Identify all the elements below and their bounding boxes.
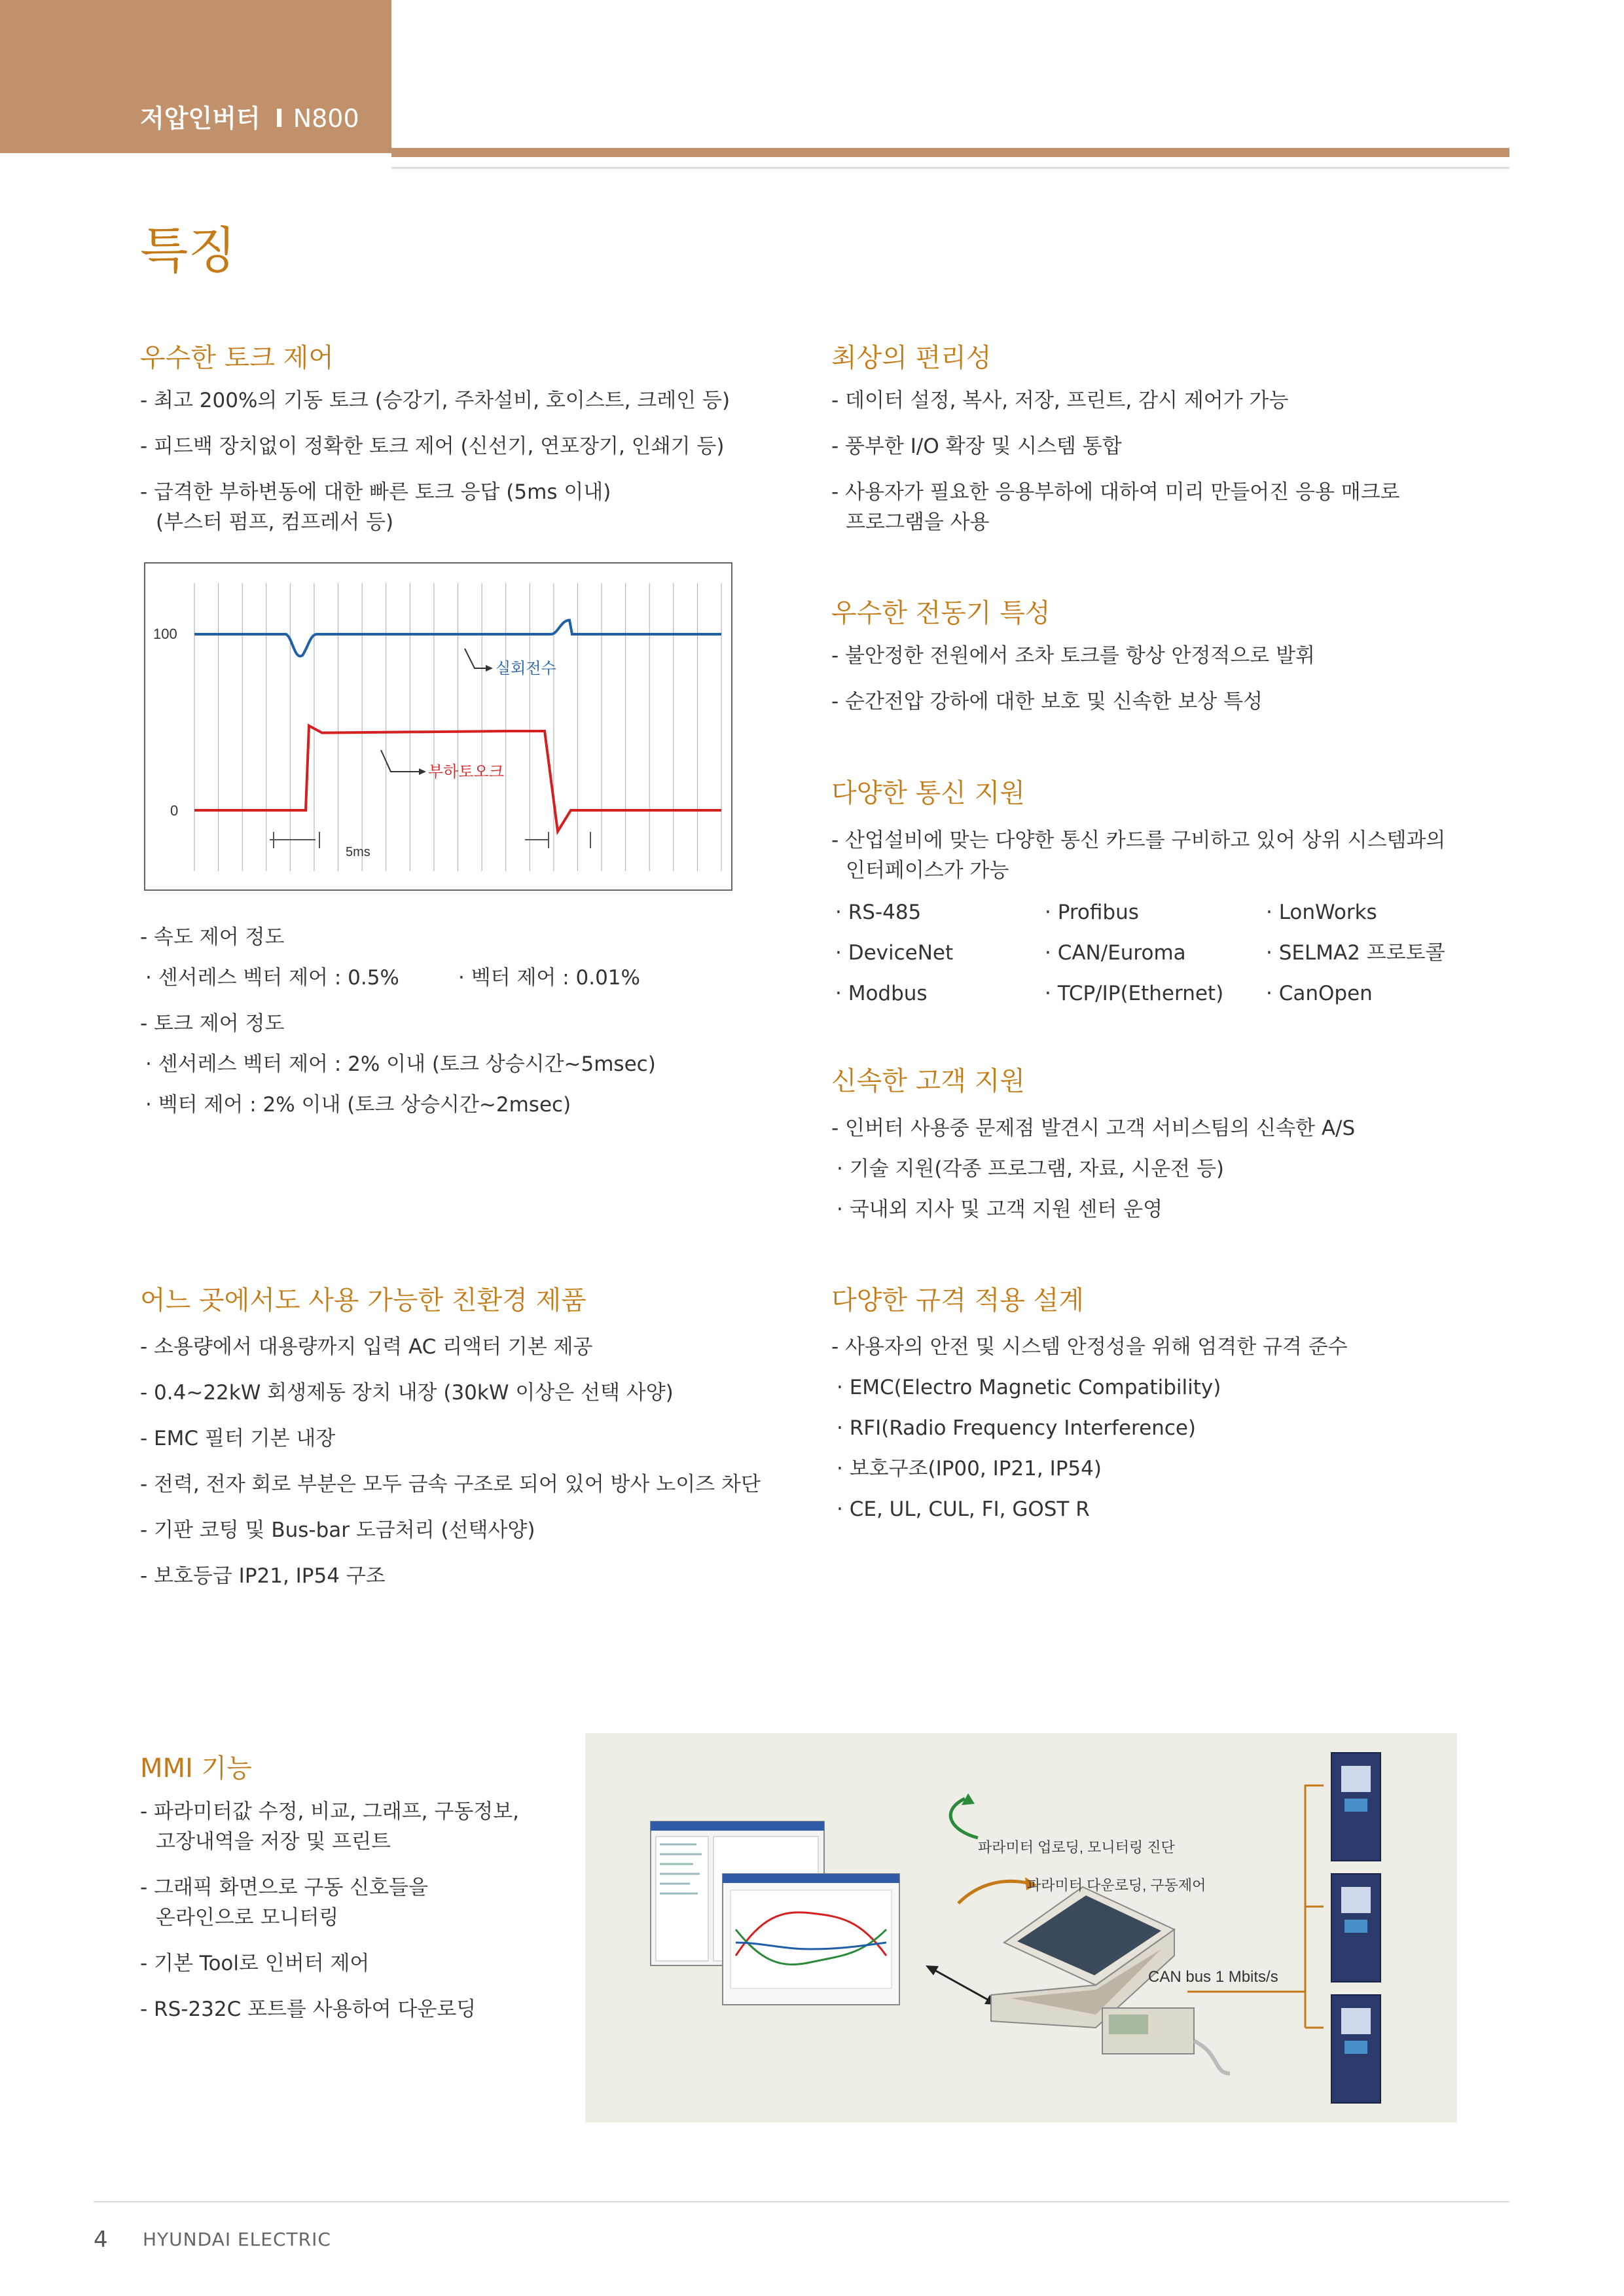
protocol-item: · SELMA2 프로토콜 [1266, 941, 1445, 965]
list-item: - 풍부한 I/O 확장 및 시스템 통합 [831, 435, 1122, 458]
list-item: 프로그램을 사용 [846, 511, 990, 534]
list-item: - 파라미터값 수정, 비교, 그래프, 구동정보, [140, 1800, 520, 1823]
link-arrow [932, 1969, 991, 2001]
inverter-unit-icon [1331, 1874, 1380, 1982]
list-item: - 0.4~22kW 회생제동 장치 내장 (30kW 이상은 선택 사양) [140, 1381, 674, 1405]
list-item: - 소용량에서 대용량까지 입력 AC 리액터 기본 제공 [140, 1335, 593, 1359]
interval-label: 5ms [346, 845, 370, 859]
protocol-item: · DeviceNet [835, 941, 954, 965]
list-item: - 보호등급 IP21, IP54 구조 [140, 1564, 386, 1588]
footer-brand: HYUNDAI ELECTRIC [143, 2229, 331, 2250]
list-item: 고장내역을 저장 및 프린트 [156, 1830, 391, 1854]
speed-callout-line [465, 649, 486, 668]
list-item: - RS-232C 포트를 사용하여 다운로딩 [140, 1998, 477, 2021]
inverter-unit-icon [1331, 1995, 1380, 2103]
protocol-item: · RS-485 [835, 901, 922, 924]
header-title [140, 98, 359, 134]
can-bus-line [1187, 1785, 1324, 1992]
usb-can-adapter-icon [1102, 2008, 1230, 2073]
list-item: - 사용자가 필요한 응용부하에 대하여 미리 만들어진 응용 매크로 [831, 480, 1400, 504]
list-item: - 기본 Tool로 인버터 제어 [140, 1952, 370, 1975]
protocol-item: · LonWorks [1266, 901, 1377, 924]
list-item: - 최고 200%의 기동 토크 (승강기, 주차설비, 호이스트, 크레인 등) [140, 389, 731, 412]
protocol-item: · CanOpen [1266, 982, 1373, 1005]
y-tick-label-100: 100 [153, 626, 177, 642]
list-item: - 속도 제어 정도 [140, 925, 285, 949]
section-title-standards: 다양한 규격 적용 설계 [831, 1285, 1084, 1316]
section-title-mmi: MMI 기능 [140, 1753, 252, 1784]
header-rule-thin [391, 167, 1509, 169]
header-category: 저압인버터 [140, 104, 261, 133]
list-item: 인터페이스가 가능 [846, 859, 1009, 882]
list-item: - 기판 코팅 및 Bus-bar 도금처리 (선택사양) [140, 1518, 535, 1542]
list-item: - 그래픽 화면으로 구동 신호들을 [140, 1876, 428, 1899]
torque-callout-arrow [419, 768, 426, 775]
section-title-comm: 다양한 통신 지원 [831, 778, 1025, 808]
header-separator: I [274, 104, 284, 133]
chart-grid [194, 583, 721, 871]
header-rule [391, 148, 1509, 157]
list-item: - 인버터 사용중 문제점 발견시 고객 서비스팀의 신속한 A/S [831, 1117, 1356, 1140]
download-arrow [958, 1881, 1030, 1903]
series-label-speed: 실회전수 [496, 660, 556, 677]
protocol-item: · Profibus [1045, 901, 1139, 924]
section-title-torque: 우수한 토크 제어 [140, 343, 334, 373]
list-item: 온라인으로 모니터링 [156, 1906, 339, 1929]
protocol-item: · CAN/Euroma [1045, 941, 1186, 965]
y-tick-label-0: 0 [170, 802, 179, 819]
list-item: · 센서레스 벡터 제어 : 2% 이내 (토크 상승시간~5msec) [145, 1052, 656, 1076]
list-item: - 사용자의 안전 및 시스템 안정성을 위해 엄격한 규격 준수 [831, 1335, 1348, 1359]
software-window-2 [723, 1874, 899, 2005]
list-item: - 전력, 전자 회로 부분은 모두 금속 구조로 되어 있어 방사 노이즈 차단 [140, 1473, 761, 1496]
list-item: · 벡터 제어 : 2% 이내 (토크 상승시간~2msec) [145, 1093, 571, 1117]
list-item: - EMC 필터 기본 내장 [140, 1427, 336, 1450]
list-item: · CE, UL, CUL, FI, GOST R [837, 1498, 1090, 1521]
laptop-icon [991, 1887, 1174, 2028]
section-title-eco: 어느 곳에서도 사용 가능한 친환경 제품 [140, 1285, 586, 1316]
list-item: · 센서레스 벡터 제어 : 0.5% [145, 966, 399, 990]
page-title: 특징 [140, 221, 236, 279]
section-title-support: 신속한 고객 지원 [831, 1066, 1025, 1096]
list-item: · 보호구조(IP00, IP21, IP54) [837, 1457, 1102, 1480]
list-item: - 순간전압 강하에 대한 보호 및 신속한 보상 특성 [831, 690, 1263, 713]
list-item: · 기술 지원(각종 프로그램, 자료, 시운전 등) [837, 1157, 1225, 1181]
list-item: · 벡터 제어 : 0.01% [458, 966, 640, 990]
list-item: · RFI(Radio Frequency Interference) [837, 1416, 1197, 1440]
list-item: - 산업설비에 맞는 다양한 통신 카드를 구비하고 있어 상위 시스템과의 [831, 829, 1446, 852]
section-title-motor: 우수한 전동기 특성 [831, 598, 1051, 628]
torque-response-chart [144, 562, 732, 891]
list-item: - 데이터 설정, 복사, 저장, 프린트, 감시 제어가 가능 [831, 389, 1289, 412]
list-item: - 피드백 장치없이 정확한 토크 제어 (신선기, 연포장기, 인쇄기 등) [140, 435, 725, 458]
upload-label: 파라미터 업로딩, 모니터링 진단 [978, 1839, 1175, 1856]
mmi-diagram [585, 1733, 1457, 2123]
can-bus-label: CAN bus 1 Mbits/s [1148, 1968, 1278, 1986]
protocol-item: · Modbus [835, 982, 928, 1005]
header-model: N800 [293, 104, 359, 133]
section-title-convenience: 최상의 편리성 [831, 343, 992, 373]
list-item: - 급격한 부하변동에 대한 빠른 토크 응답 (5ms 이내) [140, 480, 611, 504]
speed-callout-arrow [486, 665, 493, 672]
download-label: 파라미터 다운로딩, 구동제어 [1027, 1877, 1206, 1893]
list-item: - 토크 제어 정도 [140, 1012, 285, 1035]
series-label-torque: 부하토오크 [428, 763, 504, 781]
torque-callout-line [381, 750, 419, 772]
list-item: · EMC(Electro Magnetic Compatibility) [837, 1376, 1221, 1399]
chart-svg [145, 564, 731, 889]
mmi-diagram-panel [585, 1733, 1457, 2123]
page-number: 4 [94, 2227, 108, 2253]
inverter-unit-icon [1331, 1753, 1380, 1861]
list-item: (부스터 펌프, 컴프레서 등) [156, 511, 394, 534]
protocol-item: · TCP/IP(Ethernet) [1045, 982, 1224, 1005]
list-item: - 불안정한 전원에서 조차 토크를 항상 안정적으로 발휘 [831, 644, 1315, 668]
footer-rule [94, 2201, 1509, 2202]
list-item: · 국내외 지사 및 고객 지원 센터 운영 [837, 1198, 1163, 1221]
